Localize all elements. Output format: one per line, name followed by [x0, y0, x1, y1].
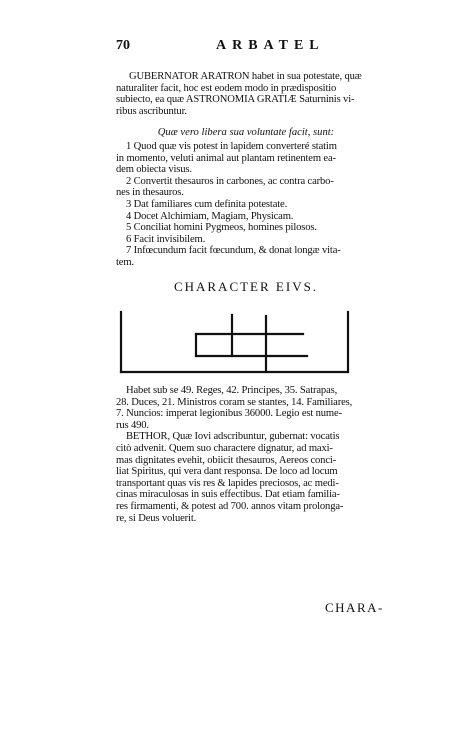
text-line: re, si Deus voluerit. — [116, 512, 197, 524]
text-line: subiecto, ea quæ ASTRONOMIA GRATIÆ Saturninis vi- — [116, 94, 355, 106]
text-line: res firmamenti, & potest ad 700. annos vitam prolonga- — [116, 500, 344, 512]
text-line: mas dignitates evehit, obiicit thesauros, Aereos conci- — [116, 454, 337, 466]
list-item: 6 Facit invisibilem. — [126, 233, 206, 245]
list-item: tem. — [116, 256, 134, 268]
text-line: 7. Nuncios: imperat legionibus 36000. Legio est nume- — [116, 408, 342, 420]
running-title: ARBATEL — [216, 38, 325, 53]
list-item: 7 Infœcundum facit fœcundum, & donat longæ vita- — [126, 245, 341, 257]
text-line: liat Spiritus, qui vera dant responsa. De loco ad locum — [116, 466, 338, 478]
list-item: in momento, veluti animal aut plantam retinentem ea- — [116, 152, 336, 164]
catchword: CHARA- — [325, 600, 384, 615]
text-line: naturaliter facit, hoc est eodem modo in prædispositio — [116, 82, 337, 94]
text-line: cinas miraculosas in suis effectibus. Dat etiam familia- — [116, 489, 340, 501]
section-subheading: Quæ vero libera sua voluntate facit, sunt: — [157, 127, 335, 138]
list-item: 5 Conciliat homini Pygmeos, homines pilosos. — [126, 222, 317, 234]
list-item: nes in thesauros. — [116, 187, 184, 199]
text-line: citò advenit. Quem suo charactere dignatur, ad maxi- — [116, 442, 333, 454]
text-line: Habet sub se 49. Reges, 42. Principes, 35. Satrapas, — [126, 385, 338, 396]
list-item: 4 Docet Alchimiam, Magiam, Physicam. — [126, 210, 294, 222]
paragraph-bethor — [116, 385, 386, 524]
text-line: BETHOR, Quæ Iovi adscribuntur, gubernat: vocatis — [126, 431, 340, 443]
list-item: 2 Convertit thesauros in carbones, ac contra carbo- — [126, 175, 334, 187]
list-item: dem obiecta visus. — [116, 164, 192, 176]
character-heading: CHARACTER EIVS. — [173, 279, 319, 294]
text-line: ribus ascribuntur. — [116, 105, 187, 117]
text-line: transportant quas vis res & lapides preciosos, ac medi- — [116, 477, 339, 489]
list-item: 3 Dat familiares cum definita potestate. — [126, 198, 288, 210]
text-line: rus 490. — [116, 419, 149, 431]
page-number: 70 — [116, 38, 130, 53]
list-item: 1 Quod quæ vis potest in lapidem converteré statim — [126, 141, 337, 152]
text-line: GUBERNATOR ARATRON habet in sua potestate, quæ — [129, 71, 362, 82]
text-line: 28. Duces, 21. Ministros coram se stantes, 14. Familiares, — [116, 396, 353, 408]
